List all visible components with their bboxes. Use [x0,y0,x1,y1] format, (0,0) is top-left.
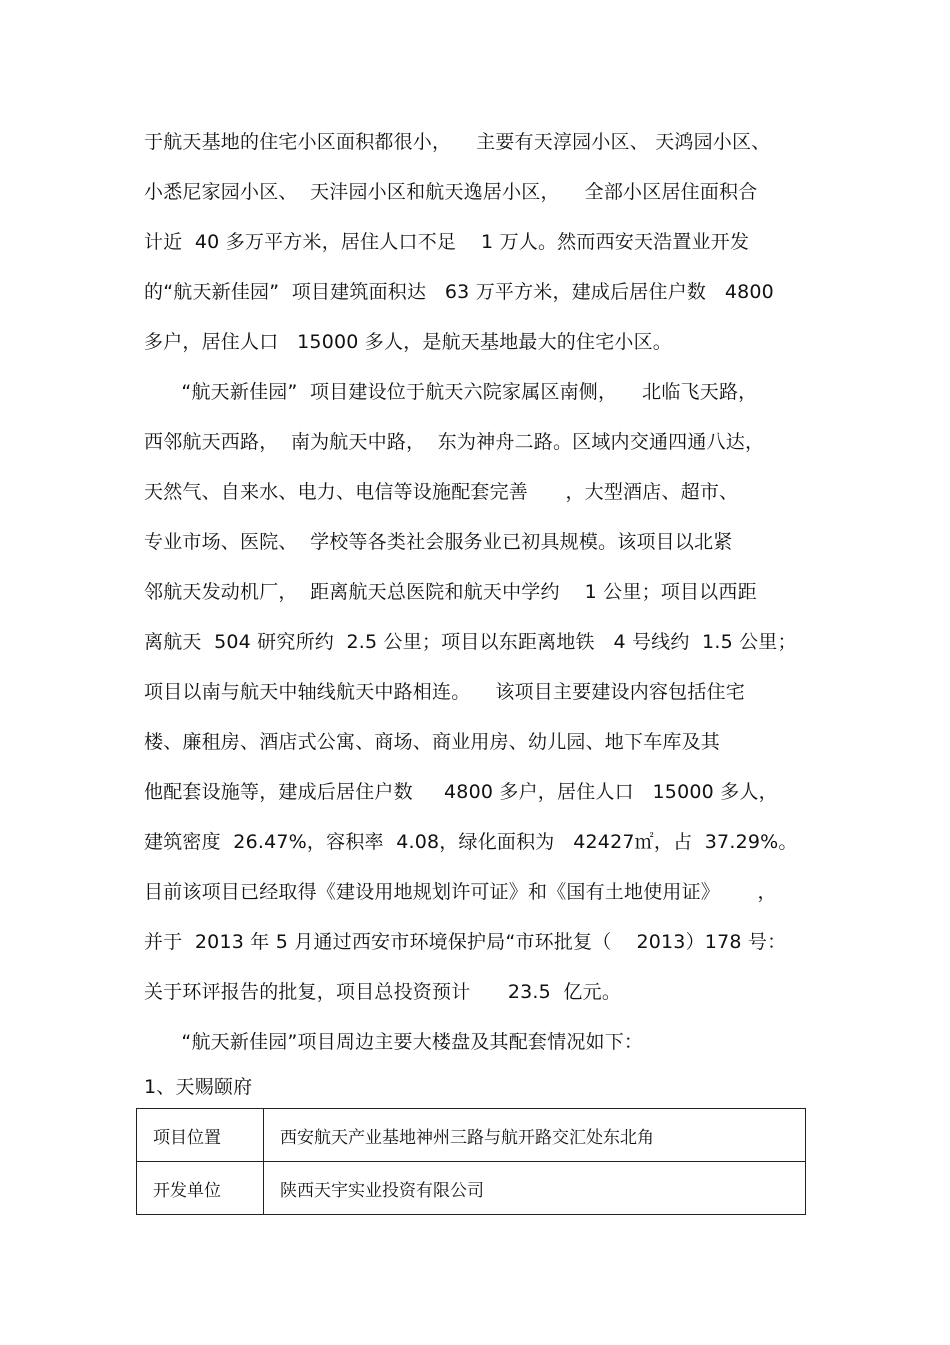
paragraph-line: 并于 2013 年 5 月通过西安市环境保护局“市环批复（ 2013）178 号： [144,931,787,953]
table-key-cell: 项目位置 [137,1109,264,1162]
paragraph-line: 楼、廉租房、酒店式公寓、商场、商业用房、幼儿园、地下车库及其 [144,731,721,753]
paragraph-line: 天然气、自来水、电力、电信等设施配套完善 ，大型酒店、超市、 [144,481,739,503]
paragraph-line: 的“航天新佳园” 项目建筑面积达 63 万平方米，建成后居住户数 4800 [144,281,774,303]
paragraph-line: 于航天基地的住宅小区面积都很小， 主要有天淳园小区、 天鸿园小区、 [144,131,771,153]
paragraph-line: 关于环评报告的批复，项目总投资预计 23.5 亿元。 [144,981,622,1003]
table-row [137,1109,806,1162]
paragraph-line: 离航天 504 研究所约 2.5 公里；项目以东距离地铁 4 号线约 1.5 公里； [144,631,797,653]
table-row [137,1162,806,1215]
table-value-cell: 西安航天产业基地神州三路与航开路交汇处东北角 [264,1109,806,1162]
paragraph-line: 西邻航天西路， 南为航天中路， 东为神舟二路。区域内交通四通八达， [144,431,765,453]
project-info-table [136,1108,806,1215]
paragraph-line: 邻航天发动机厂， 距离航天总医院和航天中学约 1 公里；项目以西距 [144,581,757,603]
table-key-cell: 开发单位 [137,1162,264,1215]
paragraph-line: 他配套设施等，建成后居住户数 4800 多户，居住人口 15000 多人， [144,781,778,803]
paragraph-line: 多户，居住人口 15000 多人，是航天基地最大的住宅小区。 [144,331,673,353]
paragraph-line: 项目以南与航天中轴线航天中路相连。 该项目主要建设内容包括住宅 [144,681,745,703]
paragraph-line: “航天新佳园” 项目建设位于航天六院家属区南侧， 北临飞天路， [144,381,758,403]
paragraph-line: 计近 40 多万平方米，居住人口不足 1 万人。然而西安天浩置业开发 [144,231,750,253]
paragraph-line: 专业市场、医院、 学校等各类社会服务业已初具规模。该项目以北紧 [144,531,733,553]
paragraph-line: 目前该项目已经取得《建设用地规划许可证》和《国有土地使用证》 ， [144,881,777,903]
paragraph-line: “航天新佳园”项目周边主要大楼盘及其配套情况如下： [144,1031,644,1053]
paragraph-line: 建筑密度 26.47%，容积率 4.08，绿化面积为 42427㎡，占 37.29%。 [144,831,798,853]
table-value-cell: 陕西天宇实业投资有限公司 [264,1162,806,1215]
section-heading: 1、天赐颐府 [144,1076,253,1098]
paragraph-line: 小悉尼家园小区、 天沣园小区和航天逸居小区， 全部小区居住面积合 [144,181,758,203]
